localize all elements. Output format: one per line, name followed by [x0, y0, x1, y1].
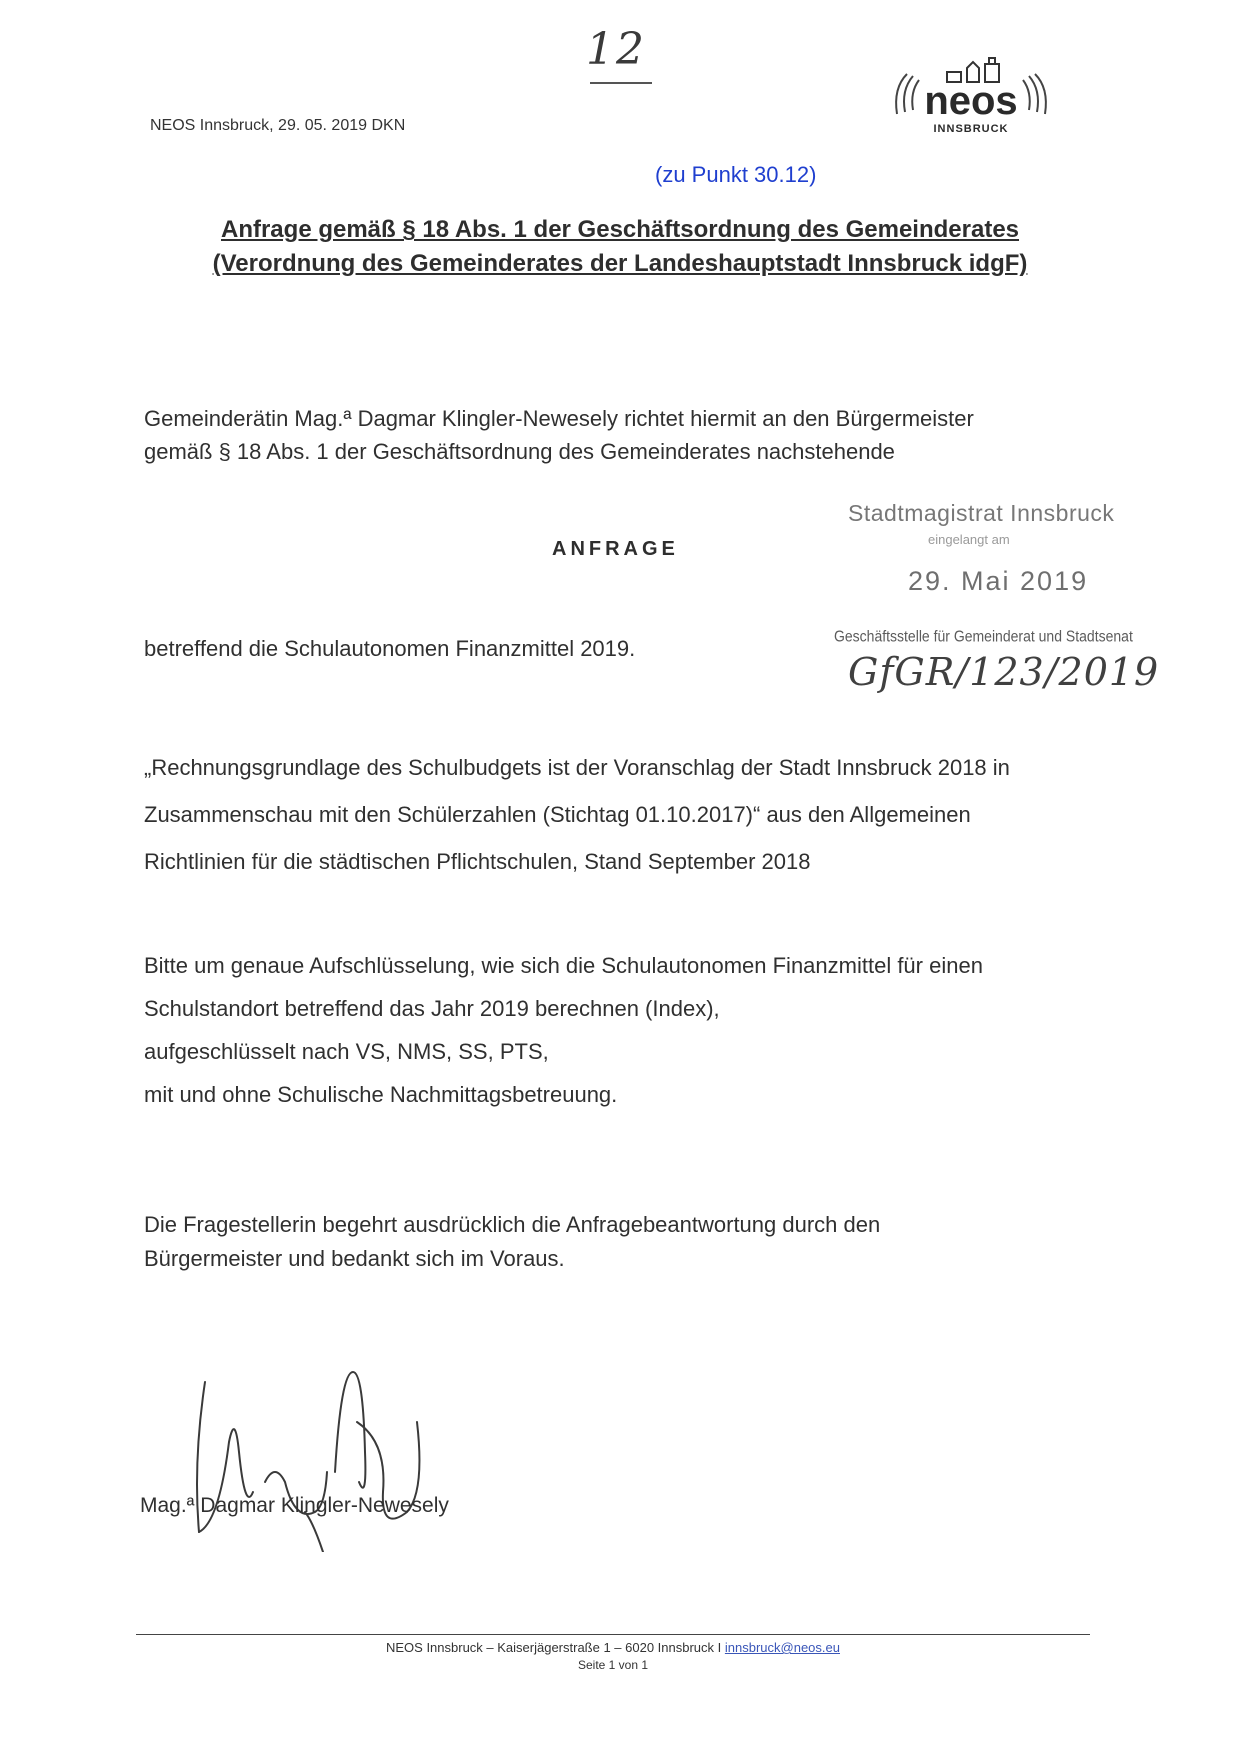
agenda-item-note: (zu Punkt 30.12)	[655, 162, 817, 187]
stamp-file-number: GfGR/123/2019	[848, 650, 1160, 694]
logo-wordmark: neos	[924, 79, 1018, 123]
signature-name: Mag.ª Dagmar Klingler-Newesely	[140, 1494, 449, 1517]
quote-line-3: Richtlinien für die städtischen Pflichtschulen, Stand September 2018	[144, 849, 811, 874]
request-line-2: Schulstandort betreffend das Jahr 2019 berechnen (Index),	[144, 996, 720, 1021]
request-line-1: Bitte um genaue Aufschlüsselung, wie sich die Schulautonomen Finanzmittel für einen	[144, 953, 983, 978]
neos-innsbruck-logo	[885, 52, 1060, 138]
stamp-department: Geschäftsstelle für Gemeinderat und Stadtsenat	[834, 627, 1133, 645]
footer-divider	[136, 1634, 1090, 1635]
closing-line-1: Die Fragestellerin begehrt ausdrücklich die Anfragebeantwortung durch den	[144, 1212, 881, 1237]
footer-address-text: NEOS Innsbruck – Kaiserjägerstraße 1 – 6020 Innsbruck I	[385, 1640, 722, 1655]
quote-line-1: „Rechnungsgrundlage des Schulbudgets ist der Voranschlag der Stadt Innsbruck 2018 in	[144, 755, 1010, 780]
footer-email-link[interactable]: innsbruck@neos.eu	[724, 1640, 840, 1655]
document-title	[150, 213, 1090, 281]
subject-line: betreffend die Schulautonomen Finanzmittel 2019.	[144, 636, 636, 661]
request-line-3: aufgeschlüsselt nach VS, NMS, SS, PTS,	[144, 1039, 549, 1064]
request-line-4: mit und ohne Schulische Nachmittagsbetreuung.	[144, 1082, 618, 1107]
logo-subtext: INNSBRUCK	[933, 123, 1009, 135]
quote-paragraph	[144, 744, 1104, 885]
closing-line-2: Bürgermeister und bedankt sich im Voraus.	[144, 1246, 565, 1271]
receipt-stamp	[820, 500, 1160, 700]
stamp-received-label: eingelangt am	[928, 532, 1010, 547]
footer-address	[136, 1640, 1090, 1655]
request-paragraph	[144, 944, 1104, 1116]
anfrage-heading: ANFRAGE	[552, 538, 679, 560]
intro-paragraph	[144, 402, 1084, 468]
closing-paragraph	[144, 1208, 1104, 1276]
quote-line-2: Zusammenschau mit den Schülerzahlen (Stichtag 01.10.2017)“ aus den Allgemeinen	[144, 802, 971, 827]
stamp-office: Stadtmagistrat Innsbruck	[848, 500, 1115, 526]
origin-date-line: NEOS Innsbruck, 29. 05. 2019 DKN	[150, 117, 406, 134]
handwritten-underline	[590, 82, 652, 84]
left-wing-icon	[896, 74, 919, 114]
intro-line-2: gemäß § 18 Abs. 1 der Geschäftsordnung des Gemeinderates nachstehende	[144, 439, 895, 464]
handwritten-signature	[185, 1362, 465, 1552]
footer-page-number: Seite 1 von 1	[577, 1658, 649, 1672]
handwritten-page-number: 12	[586, 24, 646, 75]
title-line-1: Anfrage gemäß § 18 Abs. 1 der Geschäftsordnung des Gemeinderates	[220, 216, 1020, 243]
right-wing-icon	[1023, 74, 1046, 114]
stamp-date: 29. Mai 2019	[908, 566, 1089, 596]
title-line-2: (Verordnung des Gemeinderates der Landeshauptstadt Innsbruck idgF)	[212, 250, 1028, 277]
intro-line-1: Gemeinderätin Mag.ª Dagmar Klingler-Newesely richtet hiermit an den Bürgermeister	[144, 406, 974, 431]
